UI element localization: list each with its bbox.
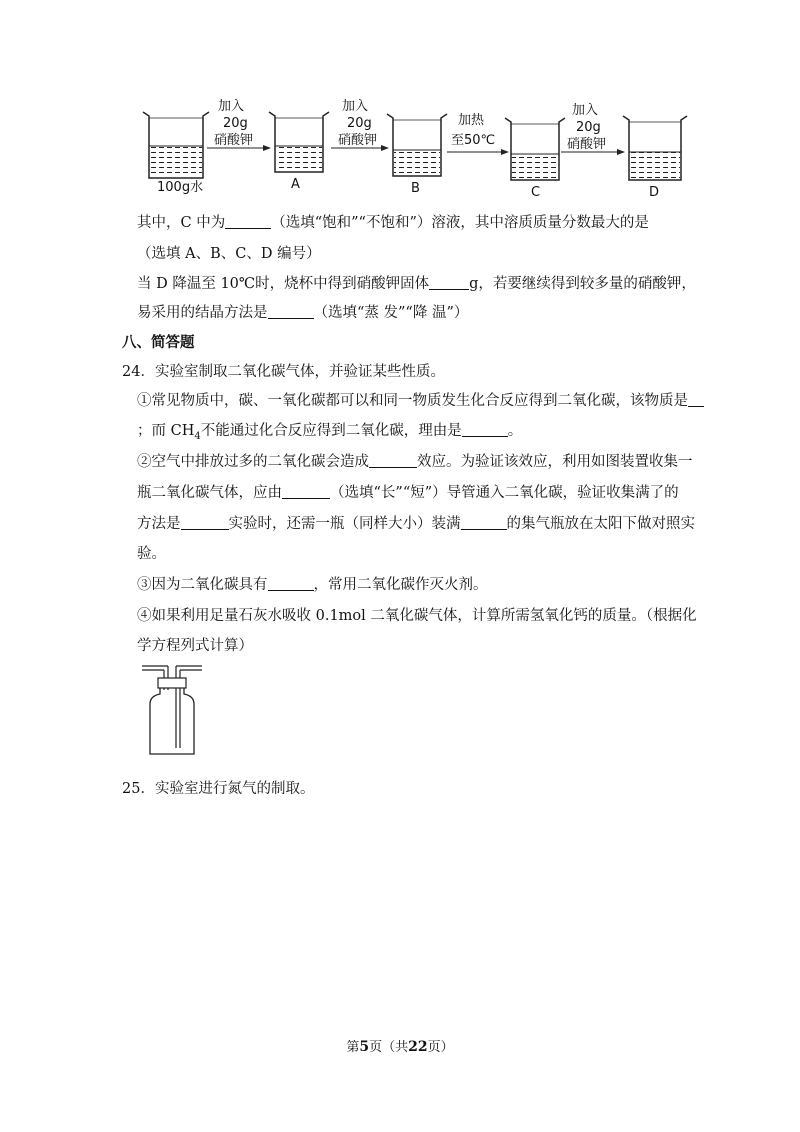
q23-blank-2[interactable] <box>429 275 469 290</box>
step-4-line3: 硝酸钾 <box>567 137 607 152</box>
q24-text-1b: ；而 CH <box>137 423 195 439</box>
q23-line-4 <box>137 303 468 323</box>
step-4-line2: 20g <box>576 120 601 135</box>
q24-text-2f: 实验时，还需一瓶（同样大小）装满 <box>228 516 461 532</box>
q23-text-1b: （选填“饱和”“不饱和”）溶液，其中溶质质量分数最大的是 <box>271 215 649 231</box>
step-2-line3: 硝酸钾 <box>338 133 378 148</box>
q24-p2-line-4 <box>137 544 166 564</box>
q24-text-2g: 的集气瓶放在太阳下做对照实 <box>506 516 695 532</box>
q23-text-4a: 易采用的结晶方法是 <box>137 305 268 321</box>
q24-p2-line-1 <box>137 452 693 472</box>
q24-text-3b: ，常用二氧化碳作灭火剂。 <box>313 577 488 593</box>
q25-title: 25．实验室进行氮气的制取。 <box>122 781 315 797</box>
q24-text-2b: 效应。为验证该效应，利用如图装置收集一 <box>417 454 693 470</box>
page-footer <box>0 1036 800 1055</box>
step-add-2 <box>331 98 389 151</box>
beaker-label-c: C <box>531 185 541 200</box>
q24-blank-4[interactable] <box>282 484 330 499</box>
beaker-c <box>505 118 565 200</box>
q24-text-2a: ②空气中排放过多的二氧化碳会造成 <box>137 454 369 470</box>
step-add-3 <box>561 102 625 155</box>
step-3-line2: 至50℃ <box>451 133 496 148</box>
q24-text-2h: 验。 <box>137 546 166 562</box>
q24-text-1a: ①常见物质中，碳、一氧化碳都可以和同一物质发生化合反应得到二氧化碳，该物质是 <box>137 393 688 409</box>
beaker-b <box>387 114 447 196</box>
beaker-label-a: A <box>291 177 300 192</box>
q23-text-4b: （选填“蒸 发”“降 温”） <box>313 305 469 321</box>
q23-text-3b: g，若要继续得到较多量的硝酸钾， <box>469 276 696 292</box>
step-4-line1: 加入 <box>572 103 599 118</box>
step-heat <box>447 112 509 155</box>
gas-bottle-svg <box>138 660 208 760</box>
step-1-line3: 硝酸钾 <box>214 133 254 148</box>
beaker-label-b: B <box>411 181 420 196</box>
q24-text-4b: 学方程列式计算） <box>137 638 253 654</box>
section-heading: 八、简答题 <box>122 334 195 351</box>
q24-p4-line-2 <box>137 636 253 656</box>
beaker-label-water: 100g水 <box>157 180 204 195</box>
step-3-line1: 加热 <box>458 113 485 128</box>
q23-text-3a: 当 D 降温至 10℃时，烧杯中得到硝酸钾固体 <box>137 276 430 292</box>
beaker-d <box>623 116 687 200</box>
q24-text-4a: ④如果利用足量石灰水吸收 0.1mol 二氧化碳气体，计算所需氢氧化钙的质量。（根据化 <box>137 608 697 624</box>
beaker-sequence-figure <box>135 90 695 200</box>
q23-blank-1[interactable] <box>225 214 271 229</box>
q24-blank-3[interactable] <box>369 453 417 468</box>
beaker-sequence-svg <box>135 90 695 200</box>
footer-page-number: 5 <box>359 1039 370 1055</box>
beaker-label-d: D <box>649 185 660 200</box>
q23-text-1a: 其中，C 中为 <box>137 215 226 231</box>
beaker-water <box>143 112 209 195</box>
q24-blank-6[interactable] <box>461 515 507 530</box>
q24-blank-2[interactable] <box>462 422 508 437</box>
step-2-line2: 20g <box>347 116 372 131</box>
q24-p1-line-1 <box>137 391 704 411</box>
footer-mid: 页（共 <box>369 1040 409 1055</box>
q24-blank-1[interactable] <box>688 392 704 407</box>
step-2-line1: 加入 <box>342 99 369 114</box>
q24-text-2e: 方法是 <box>137 516 181 532</box>
q23-line-1 <box>137 213 649 233</box>
footer-total-pages: 22 <box>408 1039 428 1055</box>
step-1-line1: 加入 <box>218 99 245 114</box>
q24-p4-line-1 <box>137 606 697 626</box>
q23-line-2 <box>137 244 321 264</box>
q24-title: 24．实验室制取二氧化碳气体，并验证某些性质。 <box>122 364 445 380</box>
step-1-line2: 20g <box>223 116 248 131</box>
q24-blank-5[interactable] <box>181 515 229 530</box>
q23-blank-3[interactable] <box>268 304 314 319</box>
q24-text-1c: 不能通过化合反应得到二氧化碳，理由是 <box>200 423 462 439</box>
gas-bottle-figure <box>138 660 208 760</box>
footer-pre: 第 <box>346 1040 360 1055</box>
q24-p2-line-3 <box>137 514 695 534</box>
q24-text-1d: 。 <box>507 423 523 439</box>
q24-text-2c: 瓶二氧化碳气体，应由 <box>137 485 282 501</box>
q24-p2-line-2 <box>137 483 679 503</box>
beaker-a <box>269 112 329 192</box>
q24-subscript-4: 4 <box>194 430 201 442</box>
q23-text-2: （选填 A、B、C、D 编号） <box>137 246 321 262</box>
q24-p3-line <box>137 575 488 595</box>
q24-p1-line-2 <box>137 421 522 447</box>
q24-blank-7[interactable] <box>268 576 314 591</box>
footer-post: 页） <box>427 1040 454 1055</box>
q24-text-3a: ③因为二氧化碳具有 <box>137 577 268 593</box>
q24-text-2d: （选填“长”“短”）导管通入二氧化碳，验证收集满了的 <box>330 485 679 501</box>
q23-line-3 <box>137 274 696 294</box>
step-add-1 <box>207 98 271 151</box>
